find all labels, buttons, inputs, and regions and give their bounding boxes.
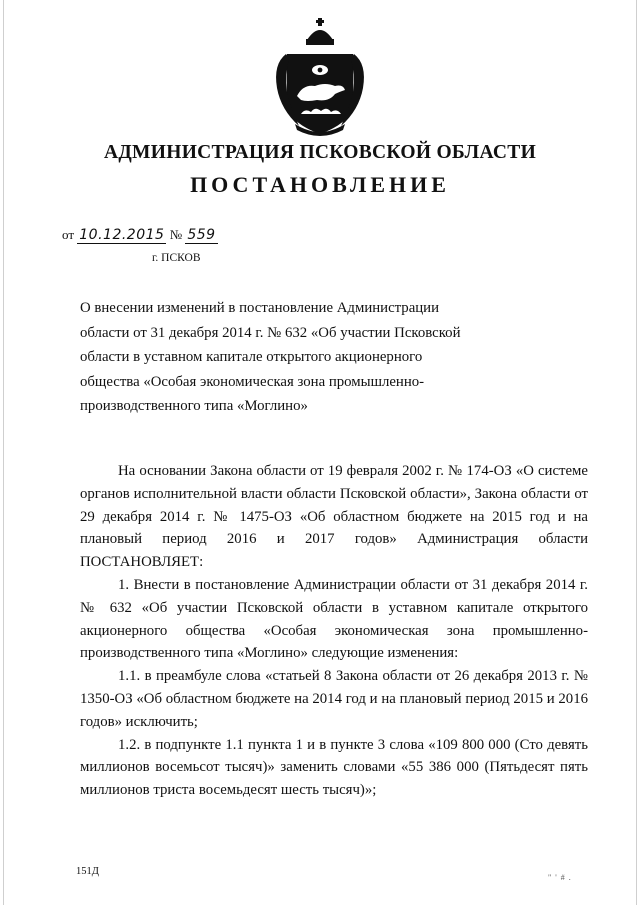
document-type: ПОСТАНОВЛЕНИЕ [190,172,450,197]
title-line: области в уставном капитале открытого акционерного [80,349,423,365]
item-1-1: 1.1. в преамбуле слова «статьей 8 Закона области от 26 декабря 2013 г. № 1350-ОЗ «Об областном бюджете на 2014 год и на плановый период 2015 и 2016 годов» исключить; [80,668,588,730]
resolution-title [80,296,500,419]
title-line: производственного типа «Моглино» [80,398,308,414]
handwritten-number: 559 [187,227,216,243]
footer-stamp: " ' # . [548,873,572,882]
date-number-line [62,227,218,243]
handwritten-date: 10.12.2015 [79,227,165,243]
scan-edge-left [3,0,4,905]
title-line: общества «Особая экономическая зона промышленно- [80,373,425,390]
intro-paragraph: На основании Закона области от 19 февраля 2002 г. № 174-ОЗ «О системе органов исполнительной власти области Псковской области», Закона области от 29 декабря 2014 г. № 1475-ОЗ «Об областном бюджете на 2015 год и на плановый период 2016 и 2017 годов» Администрация области ПОСТАНОВЛЯЕТ: [80,463,588,571]
organization-name: АДМИНИСТРАЦИЯ ПСКОВСКОЙ ОБЛАСТИ [103,142,537,163]
item-1: 1. Внести в постановление Администрации области от 31 декабря 2014 г. № 632 «Об участии Псковской области в уставном капитале открытого акционерного общества «Особая экономическая зона промышленно-производственного типа «Моглино» следующие изменения: [80,576,588,662]
city: г. ПСКОВ [152,252,201,264]
title-line: О внесении изменений в постановление Администрации [80,300,440,316]
item-1-2: 1.2. в подпункте 1.1 пункта 1 и в пункте 3 слова «109 800 000 (Сто девять миллионов восемьсот тысяч)» заменить словами «55 386 000 (Пятьдесят пять миллионов триста восемьдесят шесть тысяч)»; [80,736,588,799]
coat-of-arms-emblem [273,18,367,136]
resolution-body [80,460,588,802]
footer-code: 151Д [76,866,99,877]
date-prefix: от [62,227,75,242]
title-line: области от 31 декабря 2014 г. № 632 «Об участии Псковской [80,324,461,341]
number-prefix: № [169,227,183,242]
scan-edge-right [636,0,637,905]
